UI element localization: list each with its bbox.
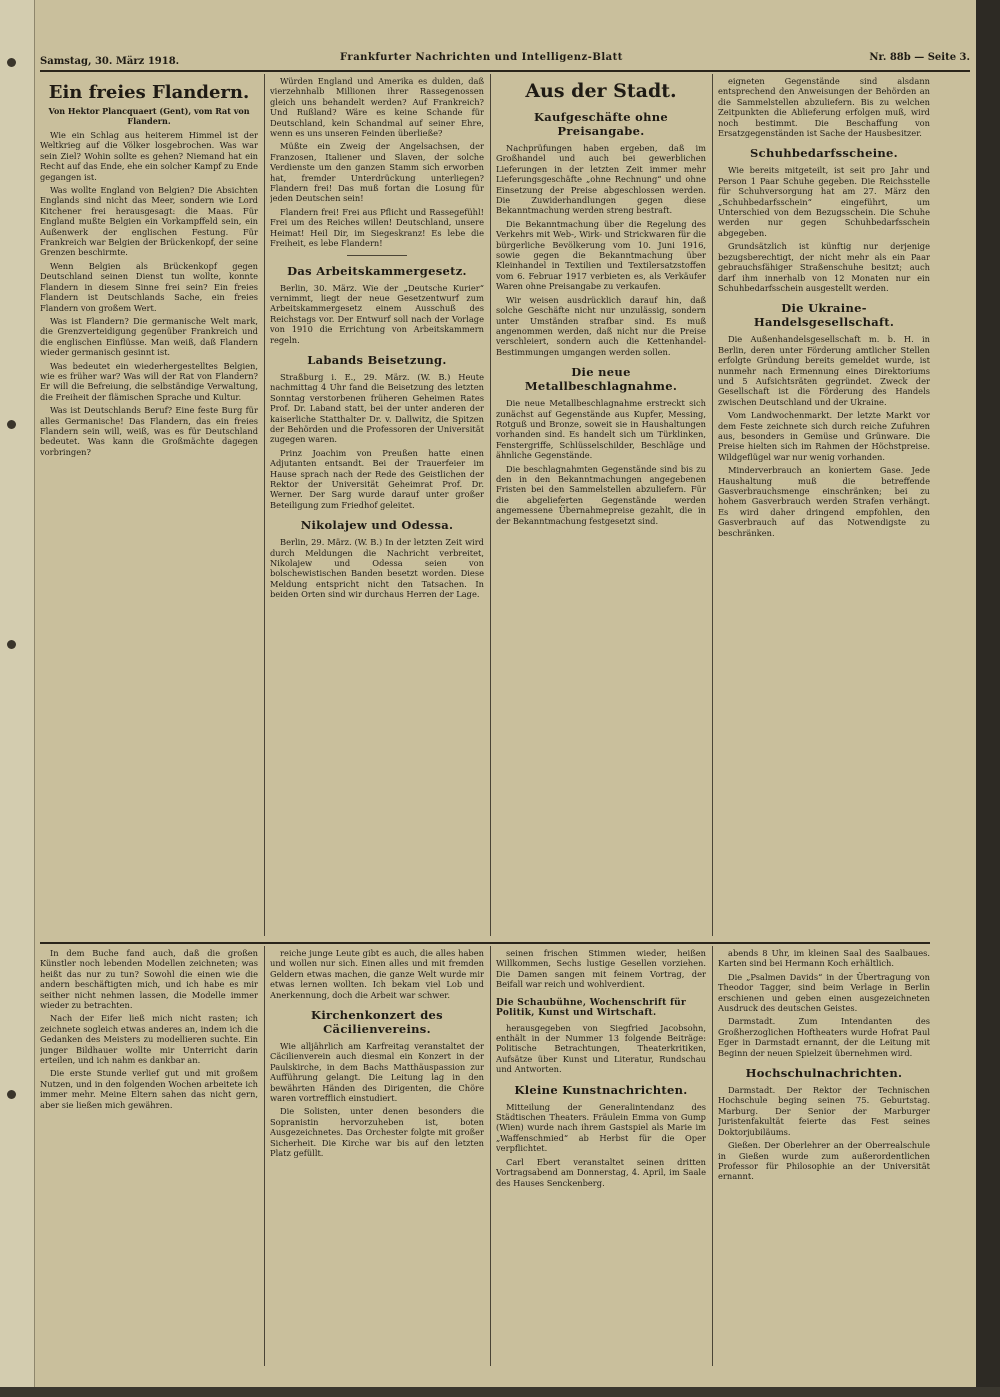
paragraph: abends 8 Uhr, im kleinen Saal des Saalbaues. Karten sind bei Hermann Koch erhältlich.: [718, 948, 930, 969]
section-heading: Die Schaubühne, Wochenschrift für Politik, Kunst und Wirtschaft.: [496, 997, 687, 1018]
paragraph: Darmstadt. Der Rektor der Technischen Hochschule beging seinen 75. Geburtstag. Marburg. Der Senior der Marburger Juristenfakultät feierte das Fest seines Doktorjubiläums.: [718, 1085, 930, 1137]
section-heading: Schuhbedarfsscheine.: [750, 146, 898, 161]
paragraph: seinen frischen Stimmen wieder, heißen Willkommen, Sechs lustige Gesellen vorziehen. Die Damen sangen mit feinem Vortrag, der Beifall war reich und wohlverdient.: [496, 948, 706, 990]
column-divider: [264, 946, 265, 1366]
paragraph: Minderverbrauch an koniertem Gase. Jede Haushaltung muß die betreffende Gasverbrauchsmenge einschränken; bei zu hohem Gasverbrauch werden Strafen verhängt. Es wird daher dringend empfohlen, den Gasverbrauch auf das Notwendigste zu beschränken.: [718, 465, 930, 538]
paragraph: Die „Psalmen Davids“ in der Übertragung von Theodor Tagger, sind beim Verlage in Berlin erschienen und geben einen ausgezeichneten Ausdruck des deutschen Geistes.: [718, 971, 930, 1014]
paragraph: Nachprüfungen haben ergeben, daß im Großhandel und auch bei gewerblichen Lieferungen in der letzten Zeit immer mehr Lieferungsgeschäfte „ohne Rechnung“ und ohne Einsetzung der Preise abgeschlossen werden. Die Zuwiderhandlungen gegen diese Bekanntmachung werden streng bestraft.: [496, 143, 706, 216]
column-flandern: [40, 76, 258, 938]
column-divider: [490, 946, 491, 1366]
section-heading: Hochschulnachrichten.: [745, 1066, 903, 1081]
paragraph: Vom Landwochenmarkt. Der letzte Markt vor dem Feste zeichnete sich durch reiche Zufuhren aus, besonders in Gemüse und Grünware. Die Preise hielten sich im Rahmen der Höchstpreise. Wildgeflügel war nur wenig vorhanden.: [718, 410, 930, 462]
paragraph: Wie ein Schlag aus heiterem Himmel ist der Weltkrieg auf die Völker losgebrochen. Was war sein Ziel? Wohin sollte es gehen? Niemand hat ein Recht auf das Ende, ehe ein solcher Kampf zu Ende gegangen ist.: [40, 130, 258, 182]
paragraph: Wir weisen ausdrücklich darauf hin, daß solche Geschäfte nicht nur unzulässig, sondern unter Umständen strafbar sind. Es muß angenommen werden, daß nicht nur die Preise verschleiert, sondern auch die Kettenhandel-Bestimmungen umgangen werden sollen.: [496, 294, 706, 357]
paragraph: Die neue Metallbeschlagnahme erstreckt sich zunächst auf Gegenstände aus Kupfer, Messing, Rotguß und Bronze, soweit sie in Haushaltungen vorhanden sind. Es handelt sich um Türklinken, Fenstergriffe, Schlüsselschilder, Beschläge und ähnliche Gegenstände.: [496, 398, 706, 461]
column-divider: [264, 74, 265, 936]
column-local: [718, 76, 930, 938]
binding-hole: [7, 58, 16, 67]
binding-hole: [7, 420, 16, 429]
paragraph: Prinz Joachim von Preußen hatte einen Adjutanten entsandt. Bei der Trauerfeier im Hause sprach nach der Rede des Geistlichen der Rektor der Universität Geheimrat Prof. Dr. Werner. Der Sarg wurde darauf unter großer Beteiligung zum Friedhof geleitet.: [270, 447, 484, 510]
paragraph: Carl Ebert veranstaltet seinen dritten Vortragsabend am Donnerstag, 4. April, im Saale des Hauses Senckenberg.: [496, 1156, 706, 1188]
paragraph: Berlin, 29. März. (W. B.) In der letzten Zeit wird durch Meldungen die Nachricht verbreitet, Nikolajew und Odessa seien von bolschewistischen Banden besetzt worden. Diese Meldung entspricht nicht den Tatsachen. In beiden Orten sind wir durchaus Herren der Lage.: [270, 537, 484, 600]
section-heading: Die neue Metallbeschlagnahme.: [524, 365, 678, 394]
column-arts: [496, 948, 706, 1368]
separator: [347, 255, 407, 256]
paragraph: Was bedeutet ein wiederhergestelltes Belgien, wie es früher war? Was will der Rat von Flandern? Er will die Befreiung, die selbständige Verwaltung, die Freiheit der flämischen Sprache und Kultur.: [40, 360, 258, 402]
paragraph: Darmstadt. Zum Intendanten des Großherzoglichen Hoftheaters wurde Hofrat Paul Eger in Darmstadt ernannt, der die Leitung mit Beginn der neuen Spielzeit übernehmen wird.: [718, 1016, 930, 1058]
column-stadt: [496, 76, 706, 938]
paragraph: Die Solisten, unter denen besonders die Sopranistin hervorzuheben ist, boten Ausgezeichnetes. Das Orchester folgte mit großer Sicherheit. Die Kirche war bis auf den letzten Platz gefüllt.: [270, 1106, 484, 1159]
paragraph: eigneten Gegenstände sind alsdann entsprechend den Anweisungen der Behörden an die Sammelstellen abzuliefern. Bis zu welchen Zeitpunkten die Ablieferung erfolgen muß, wird noch bestimmt. Die Beschaffung von Ersatzgegenständen ist Sache der Hausbesitzer.: [718, 76, 930, 139]
column-divider: [712, 74, 713, 936]
paragraph: Die Bekanntmachung über die Regelung des Verkehrs mit Web-, Wirk- und Strickwaren für die bürgerliche Bevölkerung vom 10. Juni 1916, sowie gegen die Bekanntmachung über Kleinhandel in Textilien und Textilersatzstoffen vom 6. Februar 1917 verbieten es, als Verkäufer Waren ohne Preisangabe zu verkaufen.: [496, 218, 706, 292]
article-byline: Von Hektor Plancquaert (Gent), vom Rat von Flandern.: [48, 106, 250, 126]
paragraph: In dem Buche fand auch, daß die großen Künstler noch lebenden Modellen zeichneten; was heißt das nur zu tun? Sowohl die einen wie die andern beschäftigten mich, und ich habe es mir seither nicht nehmen lassen, die Modelle immer wieder zu betrachten.: [40, 948, 258, 1011]
section-heading: Die Ukraine-Handelsgesellschaft.: [753, 301, 895, 330]
paragraph: Die erste Stunde verlief gut und mit großem Nutzen, und in den folgenden Wochen arbeitete ich immer mehr. Meine Eltern sahen das nicht gern, aber sie ließen mich gewähren.: [40, 1068, 258, 1110]
section-title: Aus der Stadt.: [525, 80, 677, 102]
paragraph: Flandern frei! Frei aus Pflicht und Rassegefühl! Frei um des Reiches willen! Deutschland, unsere Heimat! Heil Dir, im Siegeskranz! Es lebe die Freiheit, es lebe Flandern!: [270, 206, 484, 249]
binding-hole: [7, 640, 16, 649]
section-heading: Nikolajew und Odessa.: [300, 518, 454, 533]
paragraph: Wie bereits mitgeteilt, ist seit pro Jahr und Person 1 Paar Schuhe gegeben. Die Reichsstelle für Schuhversorgung hat am 27. März den „Schuhbedarfsschein“ eingeführt, um Unterschied von dem Bezugsschein. Die Schuhe werden nur gegen Schuhbedarfsschein abgegeben.: [718, 165, 930, 238]
paragraph: Grundsätzlich ist künftig nur derjenige bezugsberechtigt, der nicht mehr als ein Paar gebrauchsfähiger Straßenschuhe besitzt; auch darf ihm innerhalb von 12 Monaten nur ein Schuhbedarfsschein ausgestellt werden.: [718, 241, 930, 293]
paragraph: Straßburg i. E., 29. März. (W. B.) Heute nachmittag 4 Uhr fand die Beisetzung des letzten Sonntag verstorbenen früheren Geheimen Rates Prof. Dr. Laband statt, bei der unter anderen der kaiserliche Statthalter Dr. v. Dallwitz, die Spitzen der Behörden und die Professoren der Universität zugegen waren.: [270, 371, 484, 445]
section-heading: Das Arbeitskammergesetz.: [287, 263, 467, 278]
issue-date: Samstag, 30. März 1918.: [40, 56, 180, 67]
paragraph: Würden England und Amerika es dulden, daß vierzehnhalb Millionen ihrer Rassegenossen gleich uns behandelt werden? Auf Frankreich? Und Rußland? Wäre es keine Schande für Deutschland, kein Schandmal auf seiner Ehre, wenn es uns unseren Feinden überließe?: [270, 76, 484, 139]
paragraph: Berlin, 30. März. Wie der „Deutsche Kurier“ vernimmt, liegt der neue Gesetzentwurf zum Arbeitskammergesetz einem Ausschuß des Reichstags vor. Der Entwurf soll nach der Vorlage von 1910 die Errichtung von Arbeitskammern regeln.: [270, 282, 484, 345]
article-title: Ein freies Flandern.: [48, 82, 250, 103]
section-heading: Labands Beisetzung.: [307, 352, 447, 367]
paragraph: Gießen. Der Oberlehrer an der Oberrealschule in Gießen wurde zum außerordentlichen Professor für Philosophie an der Universität ernannt.: [718, 1140, 930, 1182]
page-content: [40, 44, 970, 1384]
header-rule: [40, 70, 970, 72]
paragraph: Nach der Eifer ließ mich nicht rasten; ich zeichnete sogleich etwas anderes an, indem ich die Gedanken des Meisters zu modellieren suchte. Ein junger Bildhauer wollte mir Unterricht darin erteilen, und ich nahm es dankbar an.: [40, 1013, 258, 1066]
binding-margin: [0, 0, 35, 1397]
section-heading: Kirchenkonzert des Cäcilienvereins.: [311, 1008, 443, 1037]
paragraph: Wie alljährlich am Karfreitag veranstaltet der Cäcilienverein auch diesmal ein Konzert in der Paulskirche, in dem Bachs Matthäuspassion zur Aufführung gelangt. Die Leitung lag in den bewährten Händen des Dirigenten, die Chöre waren vortrefflich einstudiert.: [270, 1041, 484, 1104]
paragraph: Mitteilung der Generalintendanz des Städtischen Theaters. Fräulein Emma von Gump (Wien) wurde nach ihrem Gastspiel als Marie im „Waffenschmied“ ab Herbst für die Oper verpflichtet.: [496, 1101, 706, 1154]
page-header: [40, 52, 970, 70]
paragraph: Müßte ein Zweig der Angelsachsen, der Franzosen, Italiener und Slaven, der solche Verdienste um den ganzen Stamm sich erworben hat, fremder Unterdrückung unterliegen? Flandern frei! Das muß fortan die Losung für jeden Deutschen sein!: [270, 141, 484, 204]
column-news: [270, 76, 484, 938]
column-university: [718, 948, 930, 1368]
paragraph: Die beschlagnahmten Gegenstände sind bis zu den in den Bekanntmachungen angegebenen Fristen bei den Sammelstellen abzuliefern. Für die abgelieferten Gegenstände werden angemessene Übernahmepreise gezahlt, die in der Bekanntmachung festgesetzt sind.: [496, 463, 706, 526]
paragraph: Was wollte England von Belgien? Die Absichten Englands sind nicht das Meer, sondern wie Lord Kitchener frei herausgesagt: die Maas. Für England mußte Belgien ein Vorkampffeld sein, ein Außenwerk der englischen Festung. Für Frankreich war Belgien der Brückenkopf, der seine Grenzen beschirmte.: [40, 185, 258, 258]
section-heading: Kaufgeschäfte ohne Preisangabe.: [533, 110, 669, 138]
binding-hole: [7, 1090, 16, 1099]
column-concert: [270, 948, 484, 1368]
paragraph: Was ist Flandern? Die germanische Welt mark, die Grenzverteidigung gegenüber Frankreich und die englischen Einflüsse. Man weiß, daß Flandern wieder germanisch gesinnt ist.: [40, 315, 258, 358]
feuilleton-rule: [40, 942, 930, 944]
scan-border-right: [976, 0, 1000, 1397]
column-feuilleton: [40, 948, 258, 1368]
column-divider: [490, 74, 491, 936]
section-heading: Kleine Kunstnachrichten.: [514, 1082, 688, 1097]
paragraph: reiche junge Leute gibt es auch, die alles haben und wollen nur sich. Einen alles und mit fremden Geldern etwas machen, die ganze Welt wurde mir etwas lernen wollten. Ich bekam viel Lob und Anerkennung, doch die Arbeit war schwer.: [270, 948, 484, 1000]
paragraph: herausgegeben von Siegfried Jacobsohn, enthält in der Nummer 13 folgende Beiträge: Politische Betrachtungen, Theaterkritiken, Aufsätze über Kunst und Literatur, Rundschau und Antworten.: [496, 1022, 706, 1075]
column-divider: [712, 946, 713, 1366]
paragraph: Wenn Belgien als Brückenkopf gegen Deutschland seinen Dienst tun wollte, konnte Flandern in diesem Sinne frei sein? Ein freies Flandern ist Deutschlands Sache, ein freies Flandern von großem Wert.: [40, 260, 258, 313]
scan-border-bottom: [0, 1387, 1000, 1397]
masthead: Frankfurter Nachrichten und Intelligenz-Blatt: [340, 52, 623, 63]
paragraph: Die Außenhandelsgesellschaft m. b. H. in Berlin, deren unter Förderung amtlicher Stellen erfolgte Gründung bereits gemeldet wurde, ist nunmehr nach Ermennung eines Direktoriums und 5 Aufsichtsräten gegründet. Zweck der Gesellschaft ist die Förderung des Handels zwischen Deutschland und der Ukraine.: [718, 334, 930, 407]
page-number: Nr. 88b — Seite 3.: [869, 52, 970, 63]
paragraph: Was ist Deutschlands Beruf? Eine feste Burg für alles Germanische! Das Flandern, das ein freies Flandern sein will, weiß, was es für Deutschland bedeutet. Was kann die Großmächte dagegen vorbringen?: [40, 405, 258, 457]
